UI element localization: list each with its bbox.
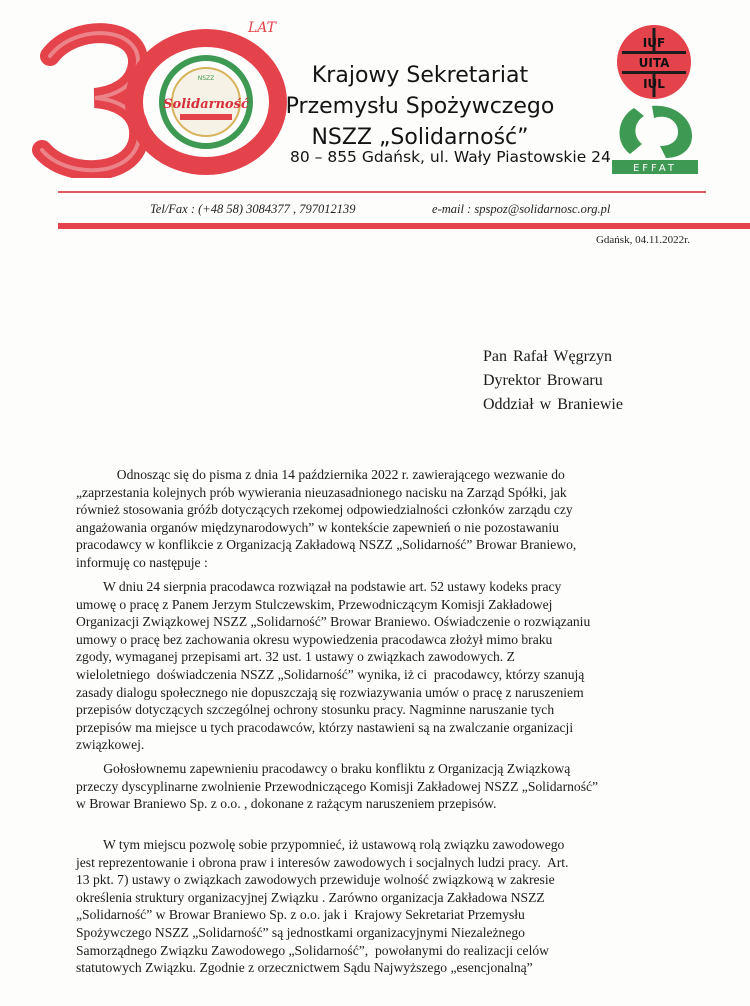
paragraph-line: zasady dialogu społecznego nie dopuszczają się rozwiazywania umów o pracę z naruszeniem xyxy=(76,684,584,700)
paragraph-line: Samorządnego Związku Zawodowego „Solidarność”, powołanymi do realizacji celów xyxy=(76,942,549,958)
organization-line-1: Krajowy Sekretariat xyxy=(311,63,529,88)
paragraph-line: angażowania organów międzynarodowych” w kontekście zapewnień o nie pozostawaniu xyxy=(76,519,559,535)
iuf-line-1: IUF xyxy=(642,36,666,50)
paragraph-line: wieloletniego doświadczenia NSZZ „Solidarność” wynika, iż ci pracodawcy, którzy szanują xyxy=(76,666,585,682)
paragraph-4 xyxy=(76,836,662,977)
paragraph-line: przeczy dyscyplinarne zwolnienie Przewodniczącego Komisji Zakładowej NSZZ „Solidarność” xyxy=(76,778,599,794)
paragraph-line: przepisów ma miejsce u tych pracodawców, którzy nastawieni są na zwalczanie organizacji xyxy=(76,719,574,735)
paragraph-line: określenia struktury organizacyjnej Związku . Zarówno organizacja Zakładowa NSZZ xyxy=(76,889,545,905)
paragraph-line: pracodawcy w konflikcie z Organizacją Zakładową NSZZ „Solidarność” Browar Braniewo, xyxy=(76,537,577,553)
paragraph-line: statutowych Związku. Zgodnie z orzecznictwem Sądu Najwyższego „esencjonalną” xyxy=(76,960,533,976)
paragraph-line: „zaprzestania kolejnych prób wywierania nieuzasadnionego nacisku na Zarząd Spółki, jak xyxy=(76,484,567,500)
paragraph-line: W tym miejscu pozwolę sobie przypomnieć, iż ustawową rolą związku zawodowego xyxy=(76,837,565,852)
email: e-mail : spspoz@solidarnosc.org.pl xyxy=(432,202,611,216)
recipient-line: Pan Rafał Węgrzyn xyxy=(483,348,612,365)
badge-text: Solidarność xyxy=(163,97,249,112)
anniversary-30-logo xyxy=(20,18,290,178)
paragraph-line: związkowej. xyxy=(76,737,145,753)
contact-row xyxy=(150,202,650,222)
paragraph-line: 13 pkt. 7) ustawy o związkach zawodowych przewiduje wolność związkową w zakresie xyxy=(76,872,555,888)
organization-address: 80 – 855 Gdańsk, ul. Wały Piastowskie 24 xyxy=(290,148,611,166)
recipient-line: Dyrektor Browaru xyxy=(483,372,603,389)
paragraph-line: jest reprezentowanie i obrona praw i interesów zawodowych i socjalnych ludzi pracy. Art. xyxy=(76,854,569,870)
header-divider-thick xyxy=(58,223,750,229)
recipient-line: Oddział w Braniewie xyxy=(483,396,623,413)
paragraph-line: Spożywczego NSZZ „Solidarność” są jednostkami organizacyjnymi Niezależnego xyxy=(76,924,525,940)
paragraph-line: umowę o pracę z Panem Jerzym Stulczewskim, Przewodniczącym Komisji Zakładowej xyxy=(76,596,553,612)
paragraph-line: informuję co następuje : xyxy=(76,554,208,570)
iuf-line-3: IUL xyxy=(643,77,665,91)
paragraph-line: W dniu 24 sierpnia pracodawca rozwiązał na podstawie art. 52 ustawy kodeks pracy xyxy=(76,579,562,594)
paragraph-line: zgody, wymaganej przepisami art. 32 ust. 1 ustawy o związkach zawodowych. Z xyxy=(76,649,515,665)
paragraph-3 xyxy=(76,760,662,813)
paragraph-line: Odnosząc się do pisma z dnia 14 października 2022 r. zawierającego wezwanie do xyxy=(76,467,565,482)
organization-line-3: NSZZ „Solidarność” xyxy=(311,125,529,150)
paragraph-1 xyxy=(76,466,662,572)
paragraph-line: przepisów dotyczących szczególnej ochrony stosunku pracy. Nagminne naruszanie tych xyxy=(76,702,555,718)
header-divider-thin xyxy=(58,191,706,193)
paragraph-line: Gołosłownemu zapewnieniu pracodawcy o braku konfliktu z Organizacją Związkową xyxy=(76,761,571,776)
iuf-line-2: UITA xyxy=(638,56,670,70)
paragraph-line: umowy o pracę bez zachowania okresu wypowiedzenia pracodawca złożył mimo braku xyxy=(76,631,553,647)
paragraph-2 xyxy=(76,578,662,754)
organization-line-2: Przemysłu Spożywczego xyxy=(285,94,555,119)
recipient-block xyxy=(483,345,623,417)
effat-label: EFFAT xyxy=(632,163,678,174)
paragraph-line: w Browar Braniewo Sp. z o.o. , dokonane z rażącym naruszeniem przepisów. xyxy=(76,796,497,812)
letter-date: Gdańsk, 04.11.2022r. xyxy=(595,234,690,246)
paragraph-line: również stosowania gróźb dotyczących rzekomej odpowiedzialności członków zarządu czy xyxy=(76,502,573,518)
paragraph-line: Organizacji Związkowej NSZZ „Solidarność” Browar Braniewo. Oświadczenie o rozwiązaniu xyxy=(76,614,591,630)
anniversary-lat-label: LAT xyxy=(248,20,276,36)
paragraph-line: „Solidarność” w Browar Braniewo Sp. z o.o. jak i Krajowy Sekretariat Przemysłu xyxy=(76,907,525,923)
effat-logo xyxy=(612,100,698,174)
tel-fax: Tel/Fax : (+48 58) 3084377 , 797012139 xyxy=(150,202,356,216)
organization-name xyxy=(270,60,570,153)
badge-ring-text: NSZZ xyxy=(197,75,215,82)
iuf-logo xyxy=(614,22,694,102)
